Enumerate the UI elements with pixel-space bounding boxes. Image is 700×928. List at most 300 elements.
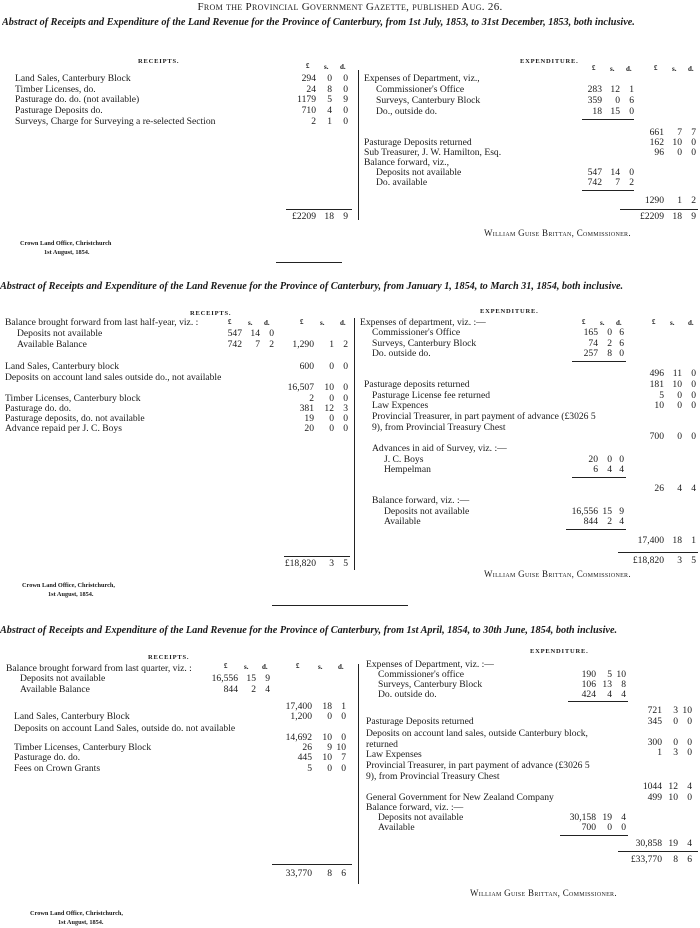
pence-header: d. [338,663,344,671]
receipts-total-pence: 6 [341,868,346,879]
expenditure-heading: EXPENDITURE. [530,648,589,655]
amount-shillings: 18 [672,535,682,546]
pence-header: d. [616,319,622,327]
pence-header: d. [262,663,268,671]
amount-shillings: 18 [322,701,332,712]
receipt-label: Pasturage do. do. [14,752,81,763]
section-title: Abstract of Receipts and Expenditure of the Land Revenue for the Province of Canterbury, from 1st July, 1853, to 31st December, 1853, both inclusive. [2,17,635,28]
receipts-total-shillings: 8 [327,868,332,879]
amount-pence: 0 [343,73,348,84]
shillings-header: s. [670,319,675,327]
amount-pounds: 345 [647,716,662,727]
receipt-label: Balance brought forward from last quarter, viz. : [6,663,192,674]
amount-pounds: 710 [301,105,316,116]
amount-pence: 0 [619,454,624,465]
amount-pounds: 844 [583,516,598,527]
expenditure-heading: EXPENDITURE. [480,308,539,315]
amount-shillings: 3 [673,705,678,716]
amount-shillings: 5 [327,94,332,105]
shillings-header: s. [600,319,605,327]
amount-shillings: 0 [329,413,334,424]
amount-shillings: 4 [327,105,332,116]
section-title: Abstract of Receipts and Expenditure of the Land Revenue for the Province of Canterbury, from 1st April, 1854, to 30th June, 1854, both inclusive. [0,625,618,636]
expenditure-label: Do. outside do. [372,348,431,359]
pounds-header: £ [582,318,586,326]
amount-shillings: 0 [329,393,334,404]
amount-pounds: 30,858 [635,838,662,849]
amount-pence: 0 [691,379,696,390]
amount-pence: 2 [629,177,634,188]
amount-pounds: 5 [659,390,664,401]
amount-shillings: 4 [677,483,682,494]
amount-shillings: 0 [329,361,334,372]
amount-pounds: 26 [302,742,312,753]
amount-pounds: 721 [647,705,662,716]
amount-pounds: 1 [657,747,662,758]
total-rule [284,556,350,557]
amount-pounds: 19 [304,413,314,424]
office-date: 1st August, 1854. [58,919,104,926]
pence-header: d. [626,65,632,73]
receipt-label: Available Balance [20,684,90,695]
receipt-label: Land Sales, Canterbury Block [15,73,131,84]
expenditure-label: Do. outside do. [378,689,437,700]
shillings-header: s. [318,663,323,671]
amount-pence: 0 [691,137,696,148]
amount-pounds: 2 [311,116,316,127]
receipts-total-pounds: £18,820 [284,558,316,569]
pounds-header: £ [592,64,596,72]
receipts-total-pounds: £2209 [292,211,316,222]
amount-shillings: 7 [255,339,260,350]
expenditure-label: Pasturage Deposits returned [366,716,474,727]
receipt-label: Timber Licenses, Canterbury block [5,393,141,404]
receipt-label: Fees on Crown Grants [14,763,101,774]
shillings-header: s. [610,65,615,73]
signature: William Guise Brittan, Commissioner. [470,888,617,898]
expenditure-label: Balance forward, viz. :— [372,495,470,506]
amount-pounds: 17,400 [285,701,312,712]
amount-shillings: 4 [607,689,612,700]
amount-pence: 0 [343,361,348,372]
signature: William Guise Brittan, Commissioner. [484,569,631,579]
receipt-label: Land Sales, Canterbury Block [14,711,130,722]
amount-pence: 0 [691,368,696,379]
amount-shillings: 10 [672,137,682,148]
expenditure-label: Sub Treasurer, J. W. Hamilton, Esq. [364,147,502,158]
amount-shillings: 10 [668,792,678,803]
receipts-total-pence: 9 [343,211,348,222]
shillings-header: s. [324,63,329,71]
amount-pence: 0 [341,763,346,774]
expenditure-label: Commissioner's Office [372,327,461,338]
expenditure-label: General Government for New Zealand Company [366,792,554,803]
amount-shillings: 0 [615,95,620,106]
amount-pounds: 6 [593,464,598,475]
office-date: 1st August, 1854. [48,591,94,598]
amount-pounds: 17,400 [637,535,664,546]
expenditure-total-pence: 6 [687,854,692,865]
pence-header: d. [688,65,694,73]
amount-pence: 4 [691,483,696,494]
amount-shillings: 5 [607,669,612,680]
amount-shillings: 0 [677,400,682,411]
amount-pence: 6 [619,338,624,349]
amount-pence: 0 [691,390,696,401]
amount-shillings: 0 [327,763,332,774]
amount-shillings: 11 [672,368,682,379]
amount-shillings: 1 [329,339,334,350]
amount-pounds: 424 [581,689,596,700]
amount-shillings: 10 [672,379,682,390]
amount-pounds: 445 [297,752,312,763]
expenditure-label: J. C. Boys [384,454,424,465]
amount-shillings: 19 [668,838,678,849]
expenditure-label: Law Expenses [366,749,422,760]
expenditure-label: Do. available [376,177,428,188]
amount-pounds: 74 [588,338,598,349]
subtotal-rule [582,119,634,120]
amount-pence: 2 [343,339,348,350]
amount-shillings: 0 [607,822,612,833]
amount-pence: 0 [269,328,274,339]
expenditure-total-shillings: 18 [672,211,682,222]
receipt-label: Pasturage Deposits do. [15,105,103,116]
amount-pounds: 1,200 [290,711,312,722]
amount-pence: 6 [619,327,624,338]
receipt-label: Surveys, Charge for Surveying a re-selected Section [15,116,216,127]
expenditure-label: Surveys, Canterbury Block [372,338,477,349]
amount-pence: 0 [629,167,634,178]
receipt-label: Available Balance [17,339,87,350]
column-rule [354,318,355,570]
shillings-header: s. [320,319,325,327]
amount-pounds: 16,556 [211,673,238,684]
amount-pence: 0 [343,84,348,95]
amount-pence: 6 [629,95,634,106]
amount-shillings: 0 [327,711,332,722]
gazette-header: From the Provincial Government Gazette, published Aug. 26. [197,1,503,13]
expenditure-total-shillings: 8 [673,854,678,865]
amount-shillings: 0 [673,737,678,748]
amount-pence: 10 [682,705,692,716]
expenditure-label: Expenses of Department, viz., [364,73,480,84]
pounds-header: £ [306,62,310,70]
expenditure-label: Deposits not available [378,812,464,823]
amount-shillings: 2 [607,338,612,349]
amount-pence: 2 [691,195,696,206]
receipt-label: Deposits not available [17,328,103,339]
amount-shillings: 0 [677,431,682,442]
amount-pounds: 257 [583,348,598,359]
amount-shillings: 0 [329,423,334,434]
expenditure-total-pounds: £2209 [640,211,664,222]
amount-shillings: 1 [327,116,332,127]
office-line: Crown Land Office, Christchurch, [30,910,123,917]
expenditure-label: Commissioner's Office [376,84,465,95]
amount-shillings: 2 [251,684,256,695]
amount-pounds: 499 [647,792,662,803]
amount-pence: 0 [691,400,696,411]
amount-pence: 2 [269,339,274,350]
receipt-label: Pasturage do. do. [5,403,72,414]
amount-shillings: 1 [677,195,682,206]
expenditure-label: Expenses of Department, viz. :— [366,659,494,670]
amount-pounds: 14,692 [285,732,312,743]
amount-pence: 4 [265,684,270,695]
expenditure-label: Deposits on account land sales, outside Canterbury block, returned [366,728,588,750]
amount-pounds: 283 [587,84,602,95]
amount-shillings: 0 [677,390,682,401]
amount-pence: 4 [621,812,626,823]
pence-header: d. [264,319,270,327]
amount-shillings: 15 [602,506,612,517]
amount-pence: 0 [343,105,348,116]
pence-header: d. [340,319,346,327]
amount-pounds: 16,556 [571,506,598,517]
amount-pounds: 381 [299,403,314,414]
expenditure-label: Available [378,822,415,833]
amount-shillings: 4 [607,464,612,475]
amount-pounds: 496 [649,368,664,379]
amount-pence: 3 [343,403,348,414]
total-rule [272,864,352,865]
expenditure-total-shillings: 3 [677,555,682,566]
office-line: Crown Land Office, Christchurch, [22,582,115,589]
amount-shillings: 0 [327,73,332,84]
expenditure-label: Deposits not available [384,506,470,517]
amount-pence: 0 [343,382,348,393]
amount-pence: 9 [265,673,270,684]
amount-pounds: 190 [581,669,596,680]
amount-pounds: 1,290 [292,339,314,350]
amount-pounds: 1179 [297,94,316,105]
expenditure-label: Available [384,516,421,527]
shillings-header: s. [244,663,249,671]
amount-pounds: 600 [299,361,314,372]
amount-shillings: 10 [324,382,334,393]
amount-pence: 7 [341,752,346,763]
total-rule [618,552,698,553]
expenditure-label: Law Expences [372,400,429,411]
section-title: Abstract of Receipts and Expenditure of the Land Revenue for the Province of Canterbury, from January 1, 1854, to March 31, 1854, both inclusive. [0,281,624,292]
amount-shillings: 14 [250,328,260,339]
amount-pounds: 1044 [642,781,662,792]
pounds-header: £ [296,662,300,670]
amount-shillings: 8 [327,84,332,95]
amount-pence: 0 [343,393,348,404]
total-rule [618,851,698,852]
column-rule [358,664,359,884]
amount-pounds: 359 [587,95,602,106]
amount-shillings: 10 [322,752,332,763]
receipts-heading: RECEIPTS. [190,310,232,317]
expenditure-label: Provincial Treasurer, in part payment of advance (£3026 5 9), from Provincial Treasury Chest [372,411,596,433]
section-divider [276,262,342,263]
amount-pence: 0 [343,116,348,127]
amount-pence: 0 [687,792,692,803]
amount-pence: 7 [691,127,696,138]
amount-pence: 10 [336,742,346,753]
expenditure-label: Surveys, Canterbury Block [376,95,481,106]
shillings-header: s. [248,319,253,327]
amount-pounds: 547 [587,167,602,178]
expenditure-label: Commissioner's office [378,669,465,680]
amount-shillings: 12 [610,84,620,95]
amount-shillings: 0 [677,147,682,158]
amount-pence: 0 [619,348,624,359]
subtotal-rule [566,529,626,530]
receipts-heading: RECEIPTS. [148,654,190,661]
amount-pence: 4 [687,838,692,849]
pence-header: d. [340,63,346,71]
expenditure-label: Provincial Treasurer, in part payment of advance (£3026 5 9), from Provincial Treasury Chest [366,760,590,782]
amount-pounds: 742 [227,339,242,350]
amount-pounds: 700 [649,431,664,442]
receipt-label: Balance brought forward from last half-year, viz. : [5,317,199,328]
amount-pence: 4 [687,781,692,792]
amount-shillings: 12 [668,781,678,792]
amount-pounds: 844 [223,684,238,695]
pounds-header: £ [228,318,232,326]
expenditure-label: Deposits not available [376,167,462,178]
amount-pence: 8 [621,679,626,690]
amount-shillings: 19 [602,812,612,823]
amount-pence: 0 [687,747,692,758]
amount-pounds: 10 [654,400,664,411]
pounds-header: £ [652,318,656,326]
receipt-label: Deposits on account land sales outside do., not available [5,372,222,383]
total-rule [620,209,698,210]
amount-pence: 1 [629,84,634,95]
receipts-total-shillings: 3 [329,558,334,569]
pounds-header: £ [300,318,304,326]
amount-pounds: 16,507 [287,382,314,393]
amount-pounds: 165 [583,327,598,338]
amount-pence: 1 [691,535,696,546]
amount-pounds: 96 [654,147,664,158]
amount-pounds: 20 [304,423,314,434]
amount-pounds: 294 [301,73,316,84]
office-line: Crown Land Office, Christchurch [20,240,112,247]
amount-shillings: 13 [602,679,612,690]
amount-pounds: 30,158 [569,812,596,823]
amount-shillings: 15 [246,673,256,684]
amount-shillings: 3 [673,747,678,758]
amount-shillings: 9 [327,742,332,753]
expenditure-label: Do., outside do. [376,106,438,117]
expenditure-heading: EXPENDITURE. [520,58,579,65]
amount-pence: 4 [621,689,626,700]
amount-pounds: 700 [581,822,596,833]
amount-shillings: 7 [677,127,682,138]
expenditure-total-pence: 9 [691,211,696,222]
subtotal-rule [568,701,628,702]
amount-pounds: 162 [649,137,664,148]
amount-pence: 4 [619,464,624,475]
expenditure-label: Pasturage License fee returned [372,390,490,401]
receipt-label: Advance repaid per J. C. Boys [5,423,122,434]
amount-pence: 10 [616,669,626,680]
pounds-header: £ [224,662,228,670]
expenditure-total-pounds: £33,770 [630,854,662,865]
receipts-heading: RECEIPTS. [138,58,180,65]
receipt-label: Deposits not available [20,673,106,684]
amount-pence: 0 [341,732,346,743]
amount-pounds: 5 [307,763,312,774]
expenditure-label: Expenses of department, viz. :— [360,317,486,328]
amount-pence: 0 [343,413,348,424]
amount-pence: 0 [621,822,626,833]
amount-pence: 0 [343,423,348,434]
amount-shillings: 14 [610,167,620,178]
receipt-label: Deposits on account Land Sales, outside do. not available [14,723,236,734]
receipts-total-shillings: 18 [324,211,334,222]
receipts-total-pence: 5 [343,558,348,569]
amount-pence: 0 [687,716,692,727]
amount-pounds: 742 [587,177,602,188]
signature: William Guise Brittan, Commissioner. [484,228,631,238]
amount-pence: 4 [619,516,624,527]
amount-shillings: 8 [607,348,612,359]
amount-pence: 0 [341,711,346,722]
amount-pounds: 20 [588,454,598,465]
amount-pounds: 181 [649,379,664,390]
receipt-label: Timber Licenses, do. [15,84,96,95]
amount-shillings: 10 [322,732,332,743]
amount-pence: 9 [343,94,348,105]
pence-header: d. [688,319,694,327]
pounds-header: £ [654,64,658,72]
amount-shillings: 7 [615,177,620,188]
amount-pounds: 547 [227,328,242,339]
expenditure-label: Balance forward, viz., [364,157,449,168]
amount-pounds: 1290 [644,195,664,206]
amount-pence: 1 [341,701,346,712]
expenditure-label: Balance forward, viz. :— [366,802,464,813]
amount-shillings: 0 [607,454,612,465]
amount-shillings: 0 [607,327,612,338]
amount-shillings: 15 [610,106,620,117]
expenditure-total-pounds: £18,820 [632,555,664,566]
amount-pounds: 661 [649,127,664,138]
amount-pence: 9 [619,506,624,517]
expenditure-total-pence: 5 [691,555,696,566]
expenditure-label: Pasturage Deposits returned [364,137,472,148]
amount-pounds: 106 [581,679,596,690]
amount-pounds: 18 [592,106,602,117]
amount-pounds: 300 [647,737,662,748]
amount-pence: 0 [629,106,634,117]
receipt-label: Timber Licenses, Canterbury Block [14,742,152,753]
amount-pence: 0 [691,147,696,158]
total-rule [286,209,352,210]
amount-pounds: 24 [306,84,316,95]
amount-shillings: 0 [673,716,678,727]
amount-pounds: 2 [309,393,314,404]
receipts-total-pounds: 33,770 [285,868,312,879]
amount-shillings: 12 [324,403,334,414]
subtotal-rule [582,190,634,191]
receipt-label: Pasturage deposits, do. not available [5,413,145,424]
amount-pence: 0 [687,737,692,748]
column-rule [358,70,359,220]
expenditure-label: Advances in aid of Survey, viz. :— [372,443,507,454]
amount-pounds: 26 [654,483,664,494]
expenditure-label: Surveys, Canterbury Block [378,679,483,690]
section-divider [272,605,408,606]
expenditure-label: Hempelman [384,464,431,475]
